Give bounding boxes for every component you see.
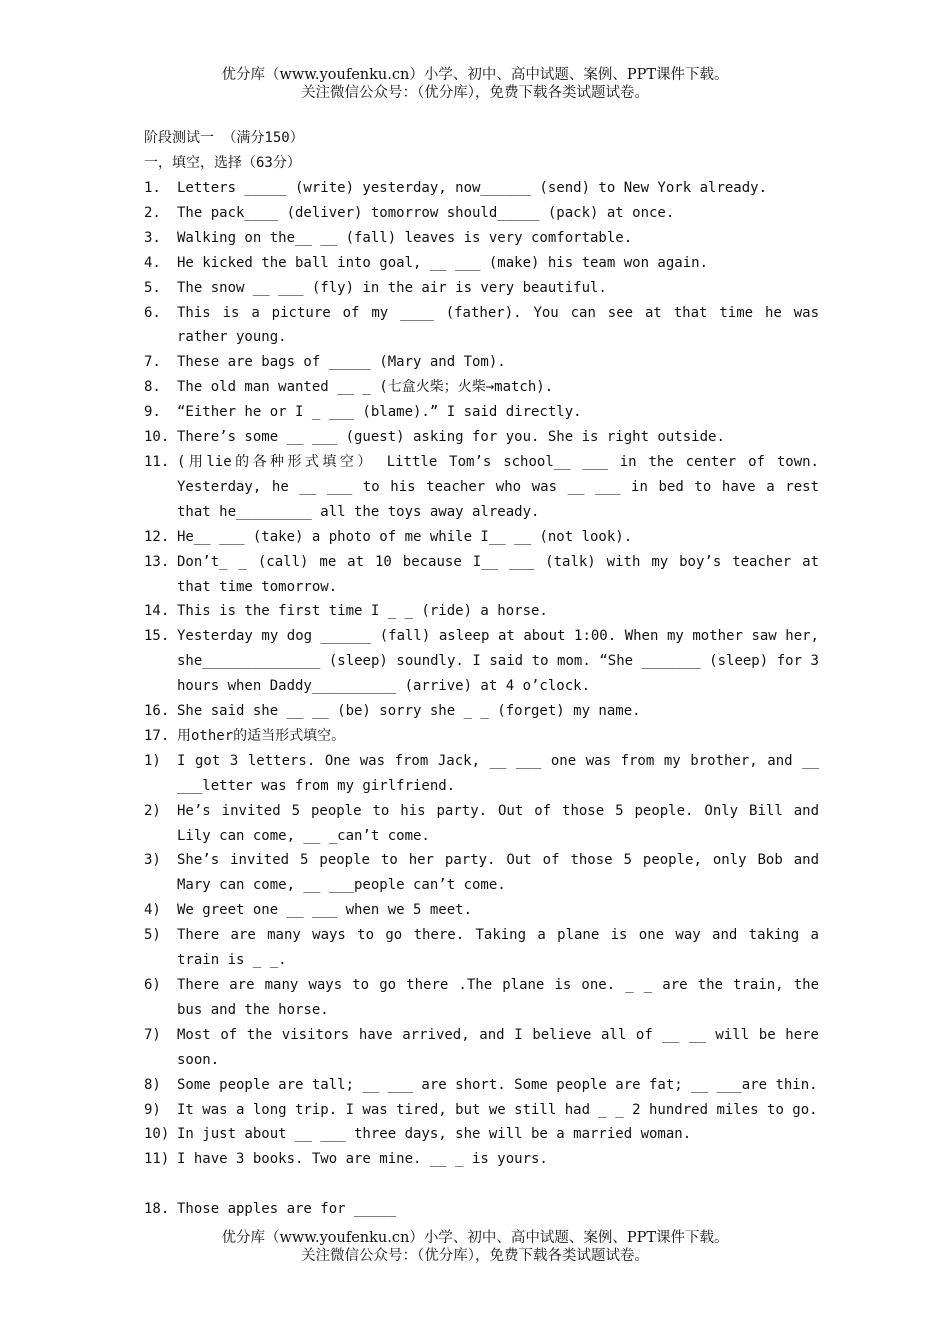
question-text: 用other的适当形式填空。	[177, 727, 346, 744]
question-item	[144, 201, 819, 226]
question-number: 7)	[144, 1026, 161, 1043]
question-text: These are bags of _____ (Mary and Tom).	[177, 354, 506, 371]
question-number: 11.	[144, 453, 170, 470]
question-item	[144, 1023, 819, 1073]
question-item	[144, 848, 819, 898]
question-number: 3)	[144, 852, 161, 869]
question-number: 14.	[144, 603, 170, 620]
question-item	[144, 400, 819, 425]
question-text: This is a picture of my ____ (father). You can see at that time he was rather young.	[177, 304, 819, 346]
question-number: 2.	[144, 204, 161, 221]
document-body	[144, 126, 819, 1222]
question-number: 16.	[144, 703, 170, 720]
question-text: There are many ways to go there .The plane is one. _ _ are the train, the bus and the horse.	[177, 977, 819, 1018]
header-line-2: 关注微信公众号：（优分库），免费下载各类试题试卷。	[301, 85, 649, 101]
question-text: He’s invited 5 people to his party. Out of those 5 people. Only Bill and Lily can come, __ _can’t come.	[177, 802, 819, 844]
question-text: Walking on the__ __ (fall) leaves is very comfortable.	[177, 229, 633, 246]
question-number: 9)	[144, 1101, 161, 1118]
question-item	[144, 251, 819, 276]
header-line-1: 优分库（www.youfenku.cn）小学、初中、高中试题、案例、PPT课件下载。	[221, 67, 729, 83]
question-number: 4.	[144, 254, 161, 271]
footer-line-1: 优分库（www.youfenku.cn）小学、初中、高中试题、案例、PPT课件下载。	[221, 1230, 729, 1246]
question-number: 15.	[144, 628, 170, 645]
question-text: He kicked the ball into goal, __ ___ (make) his team won again.	[177, 254, 709, 271]
question-number: 5)	[144, 927, 161, 944]
question-text: He__ ___ (take) a photo of me while I__ __ (not look).	[177, 528, 633, 545]
question-text: Those apples are for _____	[177, 1201, 397, 1218]
question-text: There’s some __ ___ (guest) asking for you. She is right outside.	[177, 429, 725, 446]
question-number: 17.	[144, 727, 170, 744]
question-text: Don’t_ _ (call) me at 10 because I__ ___ (talk) with my boy’s teacher at that time tomorrow.	[177, 553, 819, 595]
question-item	[144, 749, 819, 799]
question-text: Some people are tall; __ ___ are short. Some people are fat; __ ___are thin.	[177, 1076, 818, 1093]
page-footer	[0, 1229, 950, 1265]
question-text: The old man wanted __ _ (七盒火柴；火柴→match).	[177, 379, 554, 396]
question-item	[144, 1147, 819, 1172]
question-item	[144, 550, 819, 600]
question-item	[144, 425, 819, 450]
question-text: In just about __ ___ three days, she will be a married woman.	[177, 1126, 692, 1143]
question-list	[144, 176, 819, 1172]
question-item	[144, 898, 819, 923]
question-item	[144, 1073, 819, 1098]
question-item	[144, 301, 819, 351]
question-item	[144, 699, 819, 724]
question-number: 5.	[144, 279, 161, 296]
section-heading: 一，填空，选择（63分）	[144, 155, 301, 171]
question-text: The pack____ (deliver) tomorrow should_____ (pack) at once.	[177, 204, 675, 221]
question-text: (用lie的各种形式填空） Little Tom’s school__ ___ in the center of town. Yesterday, he __ ___ to his teacher who was __ ___ in bed to have a rest that he_________ all the toys away already.	[177, 453, 819, 520]
test-title: 阶段测试一 （满分150）	[144, 130, 304, 146]
question-item	[144, 624, 819, 699]
question-text: I have 3 books. Two are mine. __ _ is yours.	[177, 1151, 548, 1168]
question-text: There are many ways to go there. Taking a plane is one way and taking a train is _ _.	[177, 927, 819, 969]
spacer	[144, 1172, 819, 1197]
question-item	[144, 525, 819, 550]
question-item	[144, 923, 819, 973]
question-item	[144, 1122, 819, 1147]
question-item-18	[144, 1197, 819, 1222]
question-item	[144, 973, 819, 1023]
question-text: We greet one __ ___ when we 5 meet.	[177, 902, 473, 919]
footer-line-2: 关注微信公众号：（优分库），免费下载各类试题试卷。	[301, 1248, 649, 1264]
question-number: 2)	[144, 802, 161, 819]
question-text: Most of the visitors have arrived, and I believe all of __ __ will be here soon.	[177, 1026, 819, 1068]
question-item	[144, 799, 819, 849]
question-number: 8)	[144, 1076, 161, 1093]
question-item	[144, 276, 819, 301]
question-text: I got 3 letters. One was from Jack, __ ___ one was from my brother, and __ ___letter was from my girlfriend.	[177, 752, 819, 794]
question-item	[144, 226, 819, 251]
question-text: Letters _____ (write) yesterday, now______ (send) to New York already.	[177, 180, 768, 196]
question-text: The snow __ ___ (fly) in the air is very beautiful.	[177, 279, 607, 296]
question-item	[144, 724, 819, 749]
question-number: 9.	[144, 404, 161, 421]
question-number: 10.	[144, 429, 170, 446]
page-header	[0, 66, 950, 102]
question-number: 13.	[144, 553, 170, 570]
question-text: It was a long trip. I was tired, but we still had _ _ 2 hundred miles to go.	[177, 1101, 818, 1118]
question-number: 1.	[144, 180, 161, 196]
question-item	[144, 375, 819, 400]
question-text: She’s invited 5 people to her party. Out of those 5 people, only Bob and Mary can come, __ ___people can’t come.	[177, 852, 819, 894]
question-number: 6)	[144, 977, 161, 993]
question-number: 8.	[144, 379, 161, 396]
question-number: 1)	[144, 752, 161, 769]
question-number: 18.	[144, 1201, 170, 1218]
question-text: This is the first time I _ _ (ride) a horse.	[177, 603, 548, 620]
question-number: 6.	[144, 304, 161, 321]
question-number: 10)	[144, 1126, 170, 1143]
question-text: “Either he or I _ ___ (blame).” I said directly.	[177, 404, 582, 421]
question-number: 3.	[144, 229, 161, 246]
question-item	[144, 176, 819, 201]
question-text: Yesterday my dog ______ (fall) asleep at about 1:00. When my mother saw her, she______________ (sleep) soundly. I said to mom. “She _______ (sleep) for 3 hours when Daddy__________ (arrive) at 4 o’clock.	[177, 628, 819, 695]
question-item	[144, 450, 819, 525]
question-item	[144, 1098, 819, 1123]
question-item	[144, 599, 819, 624]
question-number: 7.	[144, 354, 161, 371]
question-item	[144, 350, 819, 375]
question-number: 4)	[144, 902, 161, 919]
question-number: 11)	[144, 1151, 170, 1168]
question-number: 12.	[144, 528, 170, 545]
question-text: She said she __ __ (be) sorry she _ _ (forget) my name.	[177, 703, 641, 720]
